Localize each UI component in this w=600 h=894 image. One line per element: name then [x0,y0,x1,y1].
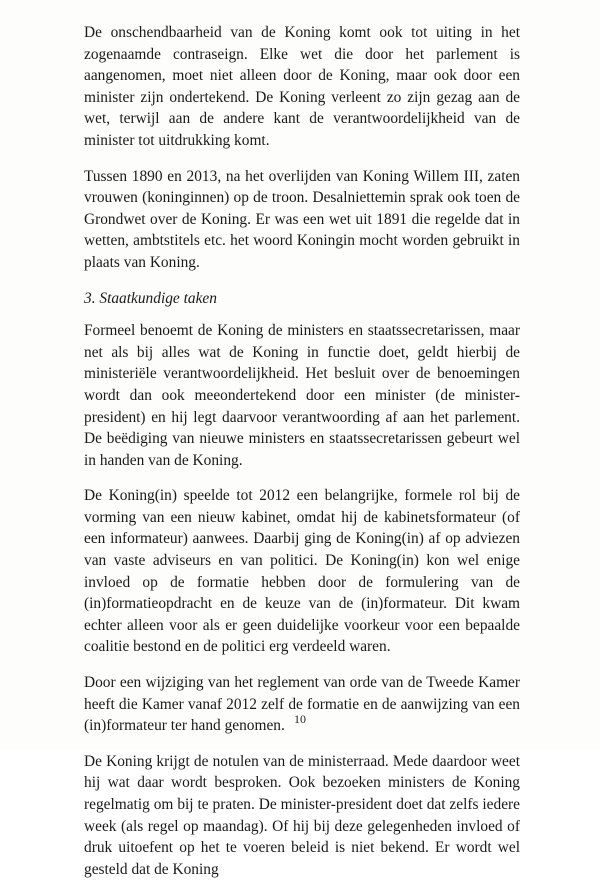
page-body [84,22,520,894]
paragraph-kabinetsformatie: De Koning(in) speelde tot 2012 een belangrijke, formele rol bij de vorming van een nieuw kabinet, omdat hij de kabinetsformateur (of een informateur) aanwees. Daarbij ging de Koning(in) af op adviezen van vaste adviseurs en van politici. De Koning(in) kon wel enige invloed op de formatie hebben door de formulering van de (in)formatieopdracht en de keuze van de (in)formateur. Dit kwam echter alleen voor als er geen duidelijke voorkeur voor een bepaalde coalitie bestond en de politici erg verdeeld waren. [84,487,520,656]
paragraph-reglement: Door een wijziging van het reglement van orde van de Tweede Kamer heeft die Kamer vanaf 2012 zelf de formatie en de aanwijzing van een (in)formateur ter hand genomen. [84,674,520,735]
page-number: 10 [294,712,306,726]
paragraph-contraseign: De onschendbaarheid van de Koning komt ook tot uiting in het zogenaamde contraseign. Elke wet die door het parlement is aangenomen, moet niet alleen door de Koning, maar ook door een minister zijn ondertekend. De Koning verleent zo zijn gezag aan de wet, terwijl aan de andere kant de verantwoordelijkheid van de minister tot uitdrukking komt. [84,24,520,149]
paragraph-notulen: De Koning krijgt de notulen van de ministerraad. Mede daardoor weet hij wat daar wordt besproken. Ook bezoeken ministers de Koning regelmatig om bij te praten. De minister-president doet dat zelfs iedere week (als regel op maandag). Of hij bij deze gelegenheden invloed of druk uitoefent op het te voeren beleid is niet bekend. Er wordt wel gesteld dat de Koning [84,752,520,878]
section-heading: 3. Staatkundige taken [84,289,217,307]
paragraph-benoeming: Formeel benoemt de Koning de ministers en staatssecretarissen, maar net als bij alles wat de Koning in functie doet, geldt hierbij de ministeriële verantwoordelijkheid. Het besluit over de benoemingen wordt dan ook meeondertekend door een minister (de minister-president) en hij legt daarvoor verantwoording af aan het parlement. De beëdiging van nieuwe ministers en staatssecretarissen gebeurt wel in handen van de Koning. [84,322,520,469]
paragraph-koninginnen: Tussen 1890 en 2013, na het overlijden van Koning Willem III, zaten vrouwen (koninginnen) op de troon. Desalniettemin sprak ook toen de Grondwet over de Koning. Er was een wet uit 1891 die regelde dat in wetten, ambtstitels etc. het woord Koningin mocht worden gebruikt in plaats van Koning. [84,167,520,271]
